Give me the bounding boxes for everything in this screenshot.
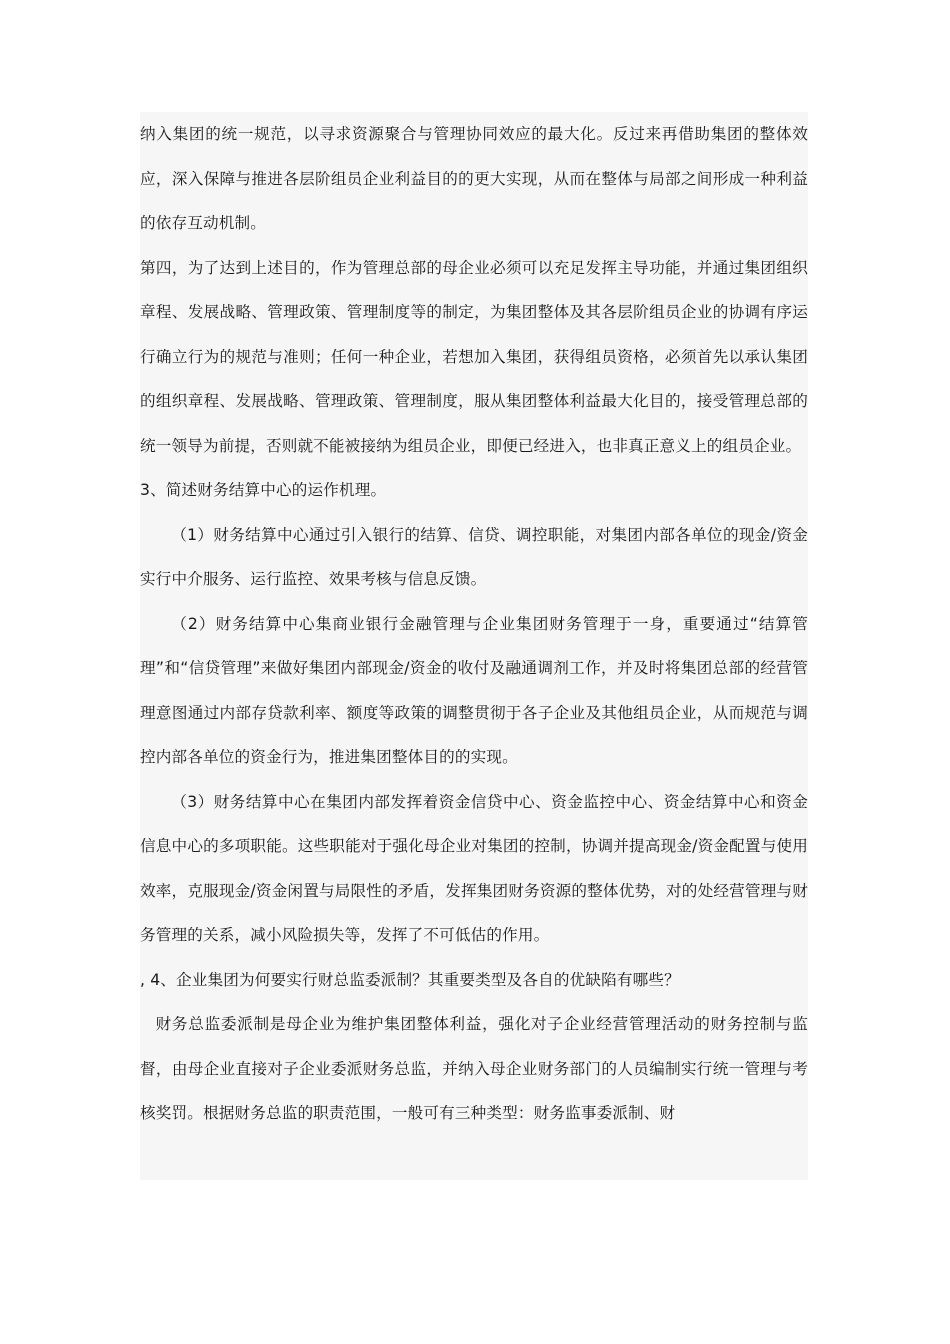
answer-item-3: （3）财务结算中心在集团内部发挥着资金信贷中心、资金监控中心、资金结算中心和资金信息中心的多项职能。这些职能对于强化母企业对集团的控制，协调并提高现金/资金配置与使用效率，克服现金/资金闲置与局限性的矛盾，发挥集团财务资源的整体优势，对的处经营管理与财务管理的关系，减小风险损失等，发挥了不可低估的作用。 (140, 792, 808, 944)
document-body (140, 112, 808, 1180)
answer-item-1: （1）财务结算中心通过引入银行的结算、信贷、调控职能，对集团内部各单位的现金/资金实行中介服务、运行监控、效果考核与信息反馈。 (140, 525, 808, 588)
answer-item-2: （2）财务结算中心集商业银行金融管理与企业集团财务管理于一身，重要通过“结算管理”和“信贷管理”来做好集团内部现金/资金的收付及融通调剂工作，并及时将集团总部的经营管理意图通过内部存贷款利率、额度等政策的调整贯彻于各子企业及其他组员企业，从而规范与调控内部各单位的资金行为，推进集团整体目的的实现。 (140, 614, 808, 766)
answer-cfo-dispatch: 财务总监委派制是母企业为维护集团整体利益，强化对子企业经营管理活动的财务控制与监督，由母企业直接对子企业委派财务总监，并纳入母企业财务部门的人员编制实行统一管理与考核奖罚。根据财务总监的职责范围，一般可有三种类型：财务监事委派制、财 (140, 1015, 808, 1122)
question-heading-4: , 4、企业集团为何要实行财总监委派制？其重要类型及各自的优缺陷有哪些？ (140, 970, 680, 989)
paragraph-fourth-point: 第四，为了达到上述目的，作为管理总部的母企业必须可以充足发挥主导功能，并通过集团组织章程、发展战略、管理政策、管理制度等的制定，为集团整体及其各层阶组员企业的协调有序运行确立行为的规范与准则；任何一种企业，若想加入集团，获得组员资格，必须首先以承认集团的组织章程、发展战略、管理政策、管理制度，服从集团整体利益最大化目的，接受管理总部的统一领导为前提，否则就不能被接纳为组员企业，即便已经进入，也非真正意义上的组员企业。 (140, 258, 808, 455)
paragraph-group-integration: 纳入集团的统一规范，以寻求资源聚合与管理协同效应的最大化。反过来再借助集团的整体效应，深入保障与推进各层阶组员企业利益目的的更大实现，从而在整体与局部之间形成一种利益的依存互动机制。 (140, 125, 808, 232)
question-heading-3: 3、简述财务结算中心的运作机理。 (140, 481, 387, 499)
